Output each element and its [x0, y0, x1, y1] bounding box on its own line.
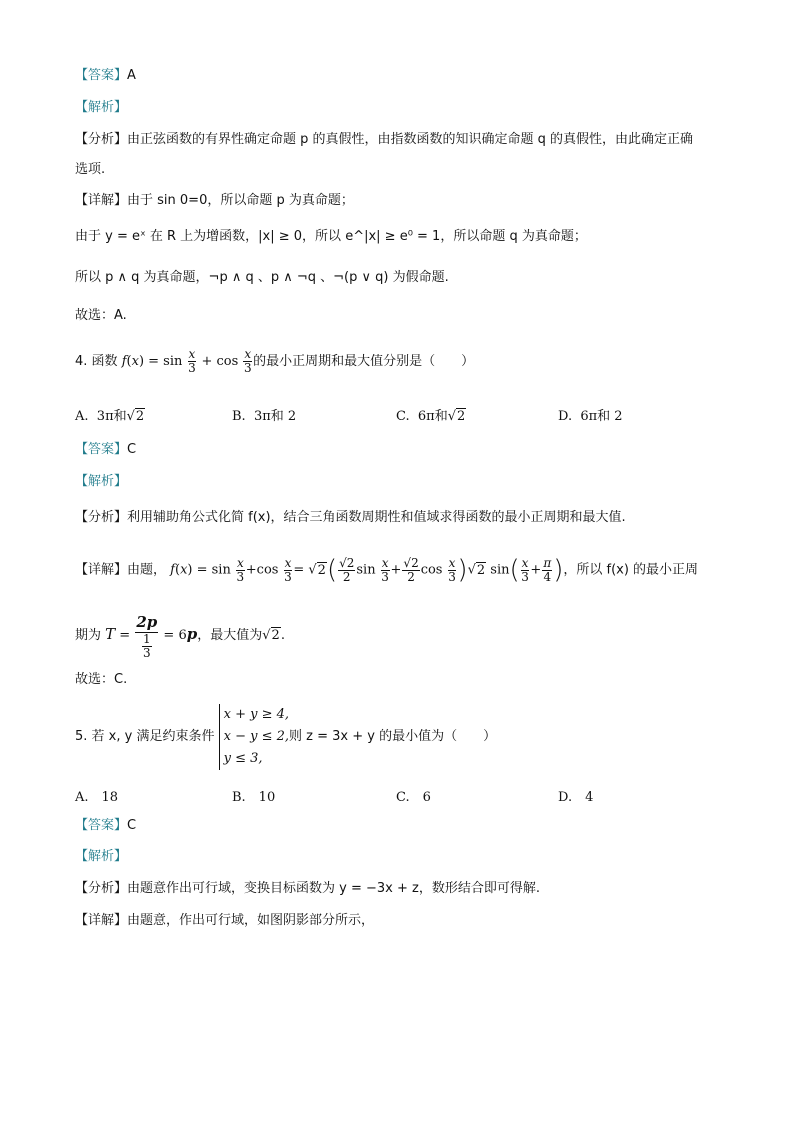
q3-answer-line: [75, 68, 136, 84]
q5-number: 5.: [75, 729, 88, 744]
answer-label: 【答案】: [75, 68, 128, 83]
q4-fenxi-text: 利用辅助角公式化简 f(x)，结合三角函数周期性和值域求得函数的最小正周期和最大值.: [127, 510, 626, 525]
fraction: $\frac{x}{3}$: [448, 555, 456, 584]
q4-stem: 4. 函数 f(x) = sin $\frac{x}{3}$ + cos $\frac{x}{3}$ 的最小正周期和最大值分别是（ ）: [75, 347, 475, 375]
fraction: $\frac{x}{3}$: [284, 555, 292, 584]
option-letter: A.: [75, 409, 89, 424]
q4-detail-line: 【详解】由题， f(x) = sin $\frac{x}{3}$ +cos $\frac{x}{3}$ = √2( $\frac{√2}{2}$ sin $\frac{x}{3}$ + $\frac{√2}{2}$ cos $\frac{x}{3}$ )√2 sin( $\frac{x}{3}$ + $\frac{\pi}{4}$ )，所以 f(x) 的最小正周: [75, 555, 699, 585]
q5-analysis-label: [75, 849, 127, 865]
fenxi-label: 【分析】: [75, 510, 128, 525]
q5-answer-line: [75, 818, 136, 834]
q5-option-c: C. 6: [396, 790, 431, 805]
q4-answer-line: [75, 442, 136, 458]
constraint-2: x − y ≤ 2,: [223, 728, 290, 744]
detail-label: 【详解】: [75, 193, 128, 208]
q5-fenxi-line: [75, 881, 540, 897]
option-text: 6π和 2: [580, 409, 623, 424]
constraint-system: [219, 704, 289, 770]
fraction: $\frac{x}{3}$: [521, 555, 529, 584]
option-letter: B.: [232, 409, 246, 424]
fraction: $\frac{√2}{2}$: [403, 555, 419, 584]
option-text: 6π和: [417, 409, 448, 424]
fraction: $\frac{2p}{\frac{1}{3}}$: [136, 612, 158, 660]
analysis-label: 【解析】: [75, 849, 128, 864]
q3-fenxi-line: [75, 132, 693, 148]
q5-fenxi-text: 由题意作出可行域，变换目标函数为 y = −3x + z，数形结合即可得解.: [127, 881, 540, 896]
q5-option-d: D. 4: [558, 790, 594, 805]
detail-label: 【详解】: [75, 913, 128, 928]
fraction: $\frac{x}{3}$: [236, 555, 245, 584]
q4-period-line: 期为 T = $\frac{2p}{\frac{1}{3}}$ = 6p，最大值为√2.: [75, 612, 285, 660]
q4-stem-prefix: 函数: [91, 354, 118, 369]
answer-label: 【答案】: [75, 442, 128, 457]
option-letter: C.: [396, 409, 410, 424]
q3-fenxi-cont: 选项.: [75, 162, 106, 177]
fenxi-label: 【分析】: [75, 881, 128, 896]
q5-detail-line: [75, 913, 374, 929]
fraction: $\frac{x}{3}$: [188, 347, 196, 375]
q3-analysis-label: [75, 100, 127, 116]
constraint-3: y ≤ 3,: [223, 750, 263, 766]
q4-number: 4.: [75, 354, 88, 369]
q4-fenxi-line: [75, 510, 626, 526]
q3-answer-value: A: [127, 68, 136, 83]
q4-option-d: [558, 405, 623, 424]
q5-answer-value: C: [127, 818, 137, 833]
q4-analysis-label: [75, 474, 127, 490]
q4-detail-suffix: ，所以 f(x) 的最小正周: [563, 562, 699, 578]
q5-stem-suffix: 则 z = 3x + y 的最小值为（ ）: [289, 729, 497, 744]
q5-option-b: B. 10: [232, 790, 276, 805]
q3-detail-line2: 由于 y = eˣ 在 R 上为增函数，|x| ≥ 0，所以 e^|x| ≥ e⁰ = 1，所以命题 q 为真命题；: [75, 229, 587, 244]
q4-period-prefix: 期为: [75, 628, 102, 643]
q4-answer-value: C: [127, 442, 137, 457]
q3-detail-line: [75, 193, 354, 209]
fenxi-label: 【分析】: [75, 132, 128, 147]
fraction: $\frac{√2}{2}$: [339, 555, 355, 584]
q4-stem-suffix: 的最小正周期和最大值分别是（ ）: [253, 354, 475, 369]
q3-choose: 故选：A.: [75, 308, 127, 323]
q4-option-b: [232, 405, 296, 424]
q5-stem-prefix: 若 x, y 满足约束条件: [91, 729, 215, 744]
q3-detail-text1: 由于 sin 0=0，所以命题 p 为真命题；: [127, 193, 354, 208]
q5-detail-text: 由题意，作出可行域，如图阴影部分所示，: [127, 913, 375, 928]
q4-option-a: A. 3π和√2: [75, 409, 145, 424]
fraction: $\frac{x}{3}$: [243, 347, 252, 375]
detail-label: 【详解】: [75, 562, 128, 578]
q4-option-c: C. 6π和√2: [396, 409, 466, 424]
q3-detail-line3: 所以 p ∧ q 为真命题，¬p ∧ q 、p ∧ ¬q 、¬(p ∨ q) 为假命题.: [75, 270, 449, 285]
answer-label: 【答案】: [75, 818, 128, 833]
analysis-label: 【解析】: [75, 100, 128, 115]
q5-option-a: A. 18: [75, 790, 119, 805]
option-text: 3π和 2: [253, 409, 297, 424]
analysis-label: 【解析】: [75, 474, 128, 489]
q5-stem: [75, 700, 496, 774]
q4-choose: 故选：C.: [75, 672, 128, 687]
constraint-1: x + y ≥ 4,: [223, 706, 290, 722]
option-text: 3π和: [96, 409, 127, 424]
q3-fenxi-text: 由正弦函数的有界性确定命题 p 的真假性，由指数函数的知识确定命题 q 的真假性，由此确定正确: [127, 132, 694, 147]
q4-detail-prefix: 由题，: [127, 562, 167, 578]
fraction: $\frac{\pi}{4}$: [543, 555, 552, 584]
fraction: $\frac{x}{3}$: [381, 555, 389, 584]
q4-period-suffix: ，最大值为: [197, 628, 263, 643]
option-letter: D.: [558, 409, 573, 424]
